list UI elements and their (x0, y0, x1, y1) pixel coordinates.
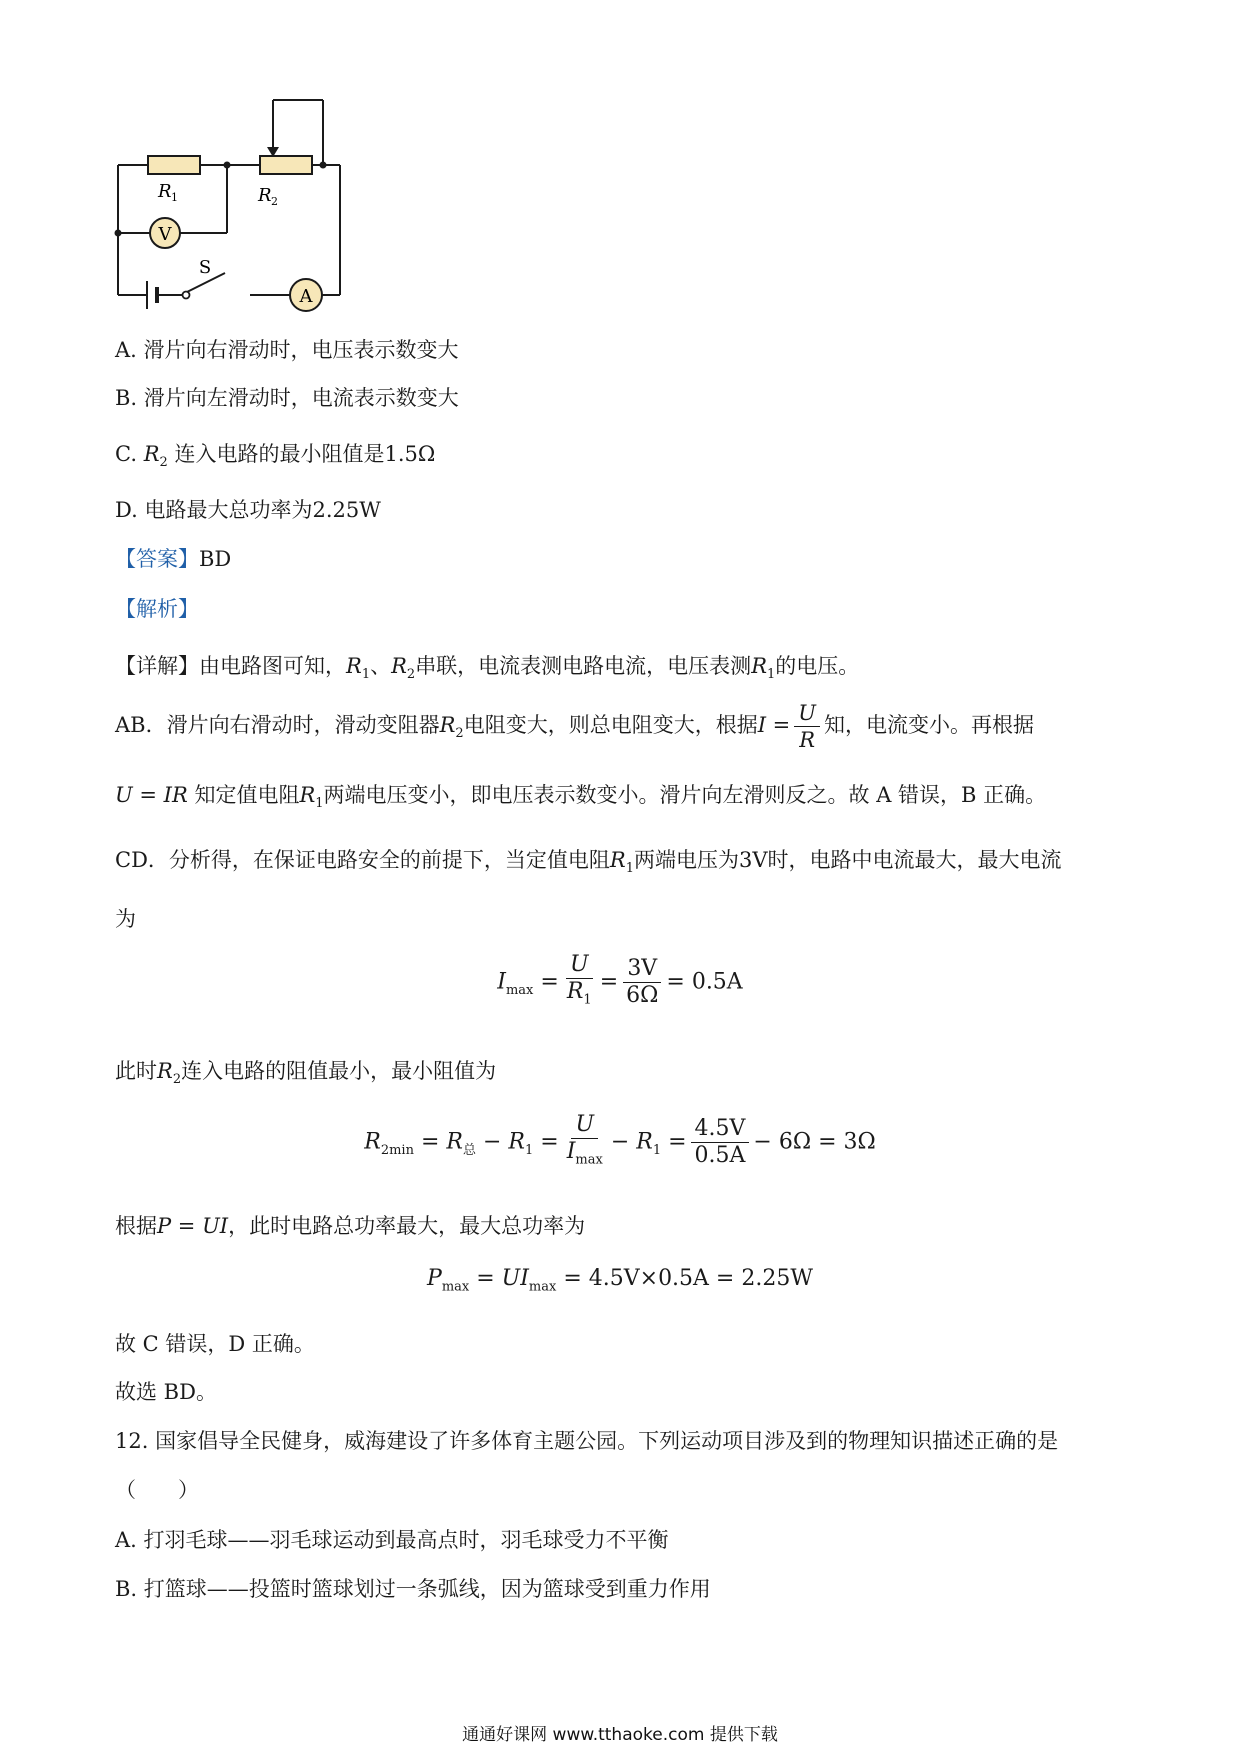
detail-line-7: 根据P = UI，此时电路总功率最大，最大总功率为 (115, 1214, 586, 1238)
detail-line-1: 【详解】由电路图可知，$R_1$、$R_2$串联，电流表测电路电流，电压表测$R_1$的电压。 (115, 654, 860, 683)
detail-line-6: 此时$R_2$连入电路的阻值最小，最小阻值为 (115, 1059, 497, 1088)
ammeter-label: A (299, 286, 313, 307)
r2-subscript: 2 (271, 195, 278, 208)
question-12-stem: 12. 国家倡导全民健身，威海建设了许多体育主题公园。下列运动项目涉及到的物理知识描述正确的是 (115, 1429, 1059, 1453)
option-b: B. 滑片向左滑动时，电流表示数变大 (115, 386, 459, 410)
resistor-r1 (148, 156, 200, 174)
detail-line-5: 为 (115, 907, 136, 931)
equation-imax: $I_{max}$ = $\frac{U}{R_1}$ = $\frac{3V}{6\Omega}$ = 0.5A (497, 952, 743, 1009)
option-d: D. 电路最大总功率为2.25W (115, 498, 381, 522)
question-12-option-a: A. 打羽毛球——羽毛球运动到最高点时，羽毛球受力不平衡 (115, 1528, 669, 1552)
detail-line-2: AB．滑片向右滑动时，滑动变阻器$R_2$电阻变大，则总电阻变大，根据I = $\frac{U}{R}$ 知，电流变小。再根据 (115, 701, 1034, 752)
rheostat-r2 (260, 156, 312, 174)
option-c: C. $R_2$ 连入电路的最小阻值是1.5Ω (115, 442, 436, 471)
detail-line-9: 故选 BD。 (115, 1380, 217, 1404)
question-12-option-b: B. 打篮球——投篮时篮球划过一条弧线，因为篮球受到重力作用 (115, 1577, 711, 1601)
circuit-diagram (100, 95, 360, 320)
detail-line-4: CD．分析得，在保证电路安全的前提下，当定值电阻$R_1$两端电压为3V时，电路中电流最大，最大电流 (115, 848, 1062, 877)
equation-pmax: $P_{max} = UI_{max} = 4.5V\times 0.5A = 2.25W$ (427, 1266, 813, 1295)
detail-line-8: 故 C 错误，D 正确。 (115, 1332, 315, 1356)
option-a: A. 滑片向右滑动时，电压表示数变大 (115, 338, 459, 362)
answer-line: 【答案】BD (115, 547, 232, 571)
r1-subscript: 1 (171, 191, 178, 204)
equation-r2min: $R_{2min} = R_总 - R_1$ = $\frac{U}{I_{max}}$ − $R_1$ = $\frac{4.5V}{0.5A}$ − 6Ω = 3Ω (364, 1112, 876, 1169)
page-footer: 通通好课网 www.tthaoke.com 提供下载 (462, 1725, 778, 1745)
detail-line-3: U = IR 知定值电阻$R_1$两端电压变小，即电压表示数变小。滑片向左滑则反之。故 A 错误，B 正确。 (115, 783, 1047, 812)
switch-contact (183, 292, 190, 299)
switch-label: S (198, 257, 212, 278)
voltmeter-label: V (158, 224, 172, 245)
r1-label: R (158, 181, 172, 202)
question-12-blank: （ ） (115, 1478, 199, 1502)
analysis-tag: 【解析】 (115, 597, 199, 621)
r2-label: R (258, 185, 272, 206)
